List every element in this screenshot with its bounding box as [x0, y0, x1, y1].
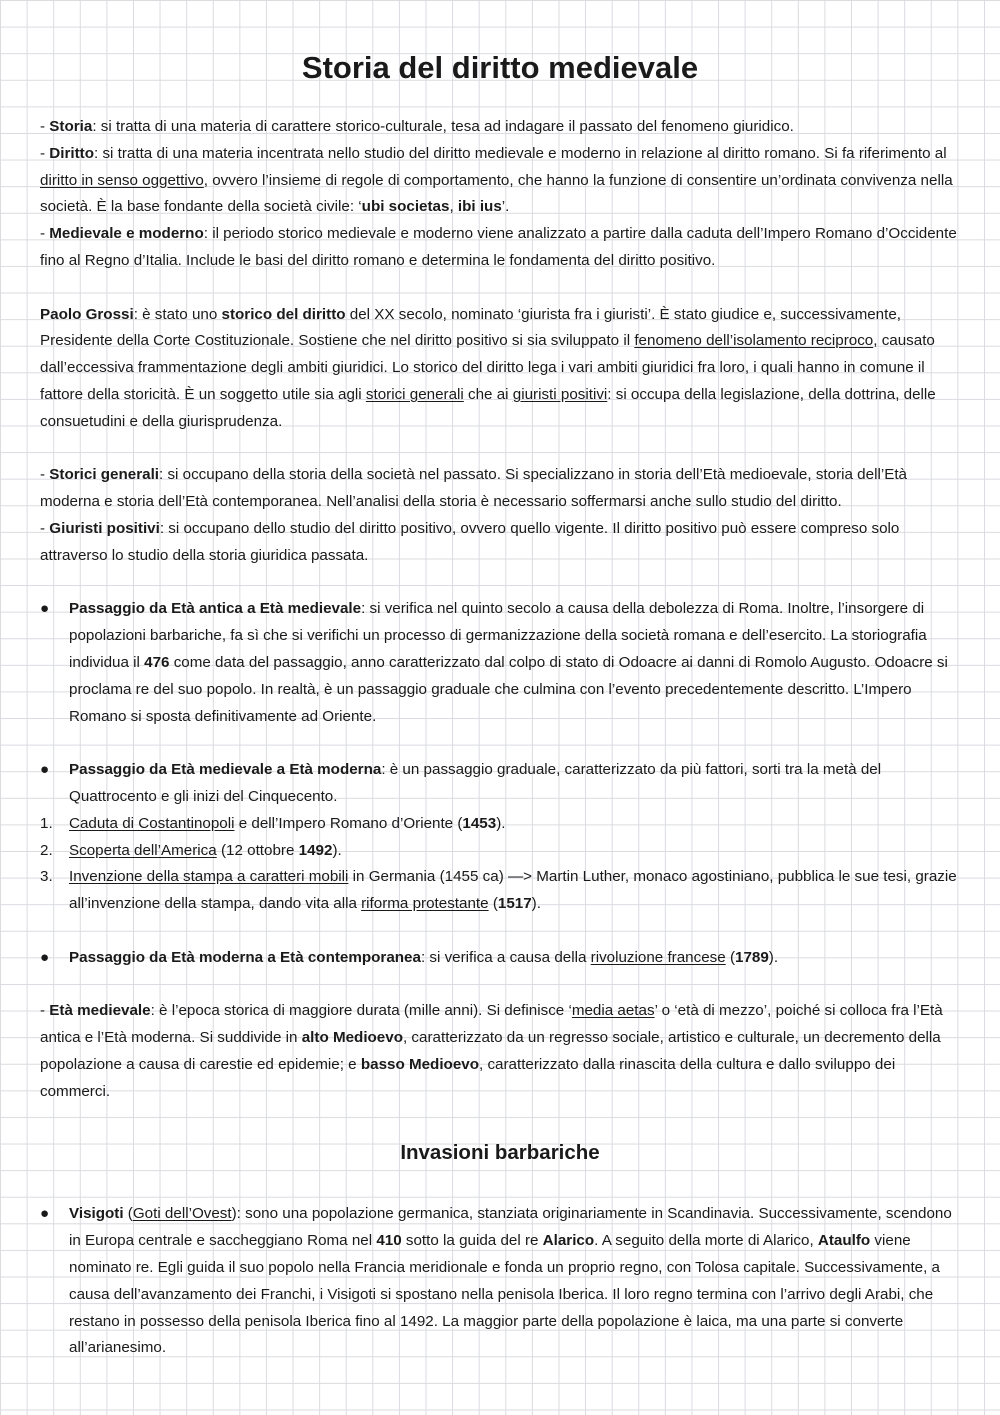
dash: - [40, 519, 50, 537]
year: 1492 [298, 841, 333, 859]
bold-term: Passaggio da Età moderna a Età contemporanea [69, 948, 421, 966]
text: ): sono una popolazione germanica, stanziata originariamente in Scandinavia. Successivamente, scendono in Europa centrale e saccheggiano Roma nel [69, 1205, 952, 1250]
definition-text: : si tratta di una materia di carattere storico-culturale, tesa ad indagare il passato del fenomeno giuridico. [92, 118, 794, 135]
text: come data del passaggio, anno caratterizzato dal colpo di stato di Odoacre ai danni di Romolo Augusto. Odoacre si proclama re del suo popolo. In realtà, è un passaggio graduale che culmina con l’evento precedentemente descritto. L’Impero Romano si sposta definitivamente ad Oriente. [69, 653, 948, 725]
definition-text: , ovvero l’insieme di regole di comportamento, che hanno la funzione di consentire un’ordinata convivenza nella società. È la base fondante della società civile: ‘ [40, 171, 953, 216]
dash: - [40, 118, 50, 135]
bullet-marker: ● [40, 600, 50, 618]
text: : è stato uno [133, 305, 222, 323]
text: : si verifica a causa della [420, 948, 591, 966]
separator: , [449, 198, 458, 216]
bold-name: Ataulfo [817, 1232, 871, 1250]
list-number: 1. [40, 814, 53, 832]
underlined-term: Goti dell’Ovest [132, 1205, 232, 1223]
person-name: Paolo Grossi [40, 305, 134, 323]
paragraph-giuristi-positivi [40, 516, 960, 570]
text: ). [531, 895, 541, 913]
text: ). [496, 814, 506, 832]
text: ). [332, 841, 342, 859]
text: (12 ottobre [216, 841, 299, 859]
bold-term: alto Medioevo [301, 1029, 403, 1047]
paragraph-diritto [40, 141, 960, 221]
paragraph-paolo-grossi [40, 302, 960, 436]
numbered-item-2 [40, 838, 960, 865]
bullet-marker: ● [40, 948, 50, 966]
text: del XX secolo, nominato ‘giurista fra i giuristi’. È stato giudice e, successivamente, Presidente della Corte Costituzionale. Sostiene che nel diritto positivo si sia sviluppato il [40, 305, 901, 350]
spacer [40, 1179, 960, 1201]
underlined-term: diritto in senso oggettivo [40, 171, 204, 189]
underlined-term: storici generali [365, 385, 464, 403]
spacer [40, 730, 960, 757]
text: : è un passaggio graduale, caratterizzato da più fattori, sorti tra la metà del Quattrocento e gli inizi del Cinquecento. [69, 761, 882, 805]
bullet-passaggio-antica-medievale [40, 596, 960, 730]
term-medievale-moderno: Medievale e moderno [49, 225, 204, 243]
list-number: 2. [40, 841, 53, 859]
text: : è l’epoca storica di maggiore durata (mille anni). Si definisce ‘ [150, 1002, 572, 1020]
text: , caratterizzato dalla rinascita della cultura e dallo sviluppo dei commerci. [40, 1055, 896, 1100]
text: . A seguito della morte di Alarico, [594, 1232, 818, 1250]
motto-part: ubi societas [361, 198, 450, 216]
document-body [40, 114, 960, 1362]
bold-term: storico del diritto [221, 305, 346, 323]
dash: - [40, 466, 50, 484]
year: 1517 [497, 895, 532, 913]
term-storia: Storia [49, 118, 93, 135]
dash: - [40, 225, 50, 243]
paragraph-eta-medievale [40, 998, 960, 1105]
year: 410 [376, 1232, 402, 1250]
underlined-term: rivoluzione francese [590, 948, 726, 966]
underlined-term: riforma protestante [361, 895, 489, 913]
spacer [40, 570, 960, 597]
text: ( [488, 895, 498, 913]
numbered-item-1 [40, 811, 960, 838]
definition-text: : si tratta di una materia incentrata nello studio del diritto medievale e moderno in relazione al diritto romano. Si fa riferimento al [94, 144, 947, 162]
text: e dell’Impero Romano d’Oriente ( [234, 814, 463, 832]
bullet-passaggio-medievale-moderna [40, 757, 960, 811]
underlined-term: giuristi positivi [512, 385, 608, 403]
text: ( [725, 948, 735, 966]
paragraph-storici-generali [40, 462, 960, 516]
dash: - [40, 144, 50, 162]
spacer [40, 1105, 960, 1127]
dash: - [40, 1002, 50, 1020]
term-diritto: Diritto [49, 144, 94, 162]
bold-term: Passaggio da Età antica a Età medievale [69, 600, 362, 618]
bullet-passaggio-moderna-contemporanea [40, 945, 960, 972]
page-title: Storia del diritto medievale [301, 50, 699, 85]
definition-text: : si occupano dello studio del diritto positivo, ovvero quello vigente. Il diritto positivo può essere compreso solo attraverso lo studio della storia giuridica passata. [40, 519, 900, 564]
underlined-term: media aetas [571, 1002, 655, 1020]
text: : si verifica nel quinto secolo a causa della debolezza di Roma. Inoltre, l’insorgere di popolazioni barbariche, fa sì che si verifichi un processo di germanizzazione della società romana e dell’esercito. La storiografia individua il [69, 600, 927, 671]
year: 1789 [735, 948, 769, 966]
bold-term: basso Medioevo [360, 1055, 479, 1073]
bullet-marker: ● [40, 1205, 50, 1223]
text: , caratterizzato da un regresso sociale, artistico e culturale, un decremento della popolazione a causa di carestie ed epidemie; e [40, 1029, 941, 1073]
text: viene nominato re. Egli guida il suo popolo nella Francia meridionale e fonda un proprio regno, con Tolosa capitale. Successivamente, a causa dell’avanzamento dei Franchi, i Visigoti si spostano nella penisola Iberica. Il loro regno termina con l’arrivo degli Arabi, che restano in possesso della penisola Iberica fino al 1492. La maggior parte della popolazione è laica, ma una parte si converte all’arianesimo. [69, 1232, 940, 1357]
text: sotto la guida del re [401, 1232, 543, 1250]
text: ’ o ‘età di mezzo’, poiché si colloca fra l’Età antica e l’Età moderna. Si suddivide in [40, 1002, 943, 1047]
underlined-term: fenomeno dell’isolamento reciproco [634, 332, 874, 350]
section-title: Invasioni barbariche [400, 1141, 600, 1165]
bullet-visigoti [40, 1201, 960, 1362]
spacer [40, 275, 960, 302]
text: , causato dall’eccessiva frammentazione degli ambiti giuridici. Lo storico del diritto lega i vari ambiti giuridici fra loro, i quali hanno in comune il fattore della storicità. È un soggetto utile sia agli [40, 332, 935, 403]
paragraph-storia [40, 114, 960, 141]
bold-term: Passaggio da Età medievale a Età moderna [69, 761, 382, 779]
list-number: 3. [40, 868, 53, 886]
term-storici-generali: Storici generali [49, 466, 160, 484]
bullet-marker: ● [40, 761, 50, 779]
spacer [40, 972, 960, 999]
underlined-term: Caduta di Costantinopoli [69, 814, 235, 832]
text: ). [768, 948, 779, 966]
spacer [40, 436, 960, 463]
numbered-item-3 [40, 864, 960, 918]
year: 1453 [462, 814, 497, 832]
text: ( [123, 1205, 133, 1223]
term-giuristi-positivi: Giuristi positivi [49, 519, 160, 537]
definition-text: : si occupano della storia della società nel passato. Si specializzano in storia dell’Età medioevale, storia dell’Età moderna e storia dell’Età contemporanea. Nell’analisi della storia è necessario soffermarsi anche sullo studio del diritto. [40, 466, 907, 511]
definition-text: ’. [501, 198, 510, 216]
text: in Germania (1455 ca) —> Martin Luther, monaco agostiniano, pubblica le sue tesi, grazie all’invenzione della stampa, dando vita alla [69, 868, 957, 913]
year: 476 [144, 653, 170, 671]
motto-part: ibi ius [457, 198, 502, 216]
spacer [40, 918, 960, 945]
bold-term: Visigoti [69, 1205, 124, 1223]
paragraph-medievale-moderno [40, 221, 960, 275]
underlined-term: Invenzione della stampa a caratteri mobili [69, 868, 349, 886]
definition-text: : il periodo storico medievale e moderno viene analizzato a partire dalla caduta dell’Impero Romano d’Occidente fino al Regno d’Italia. Include le basi del diritto romano e determina le fondamenta del diritto positivo. [40, 225, 957, 269]
text: : si occupa della legislazione, della dottrina, delle consuetudini e della giurisprudenza. [40, 385, 936, 430]
text: che ai [463, 385, 513, 403]
underlined-term: Scoperta dell’America [69, 841, 217, 859]
bold-name: Alarico [542, 1232, 595, 1250]
term-eta-medievale: Età medievale [49, 1002, 151, 1020]
